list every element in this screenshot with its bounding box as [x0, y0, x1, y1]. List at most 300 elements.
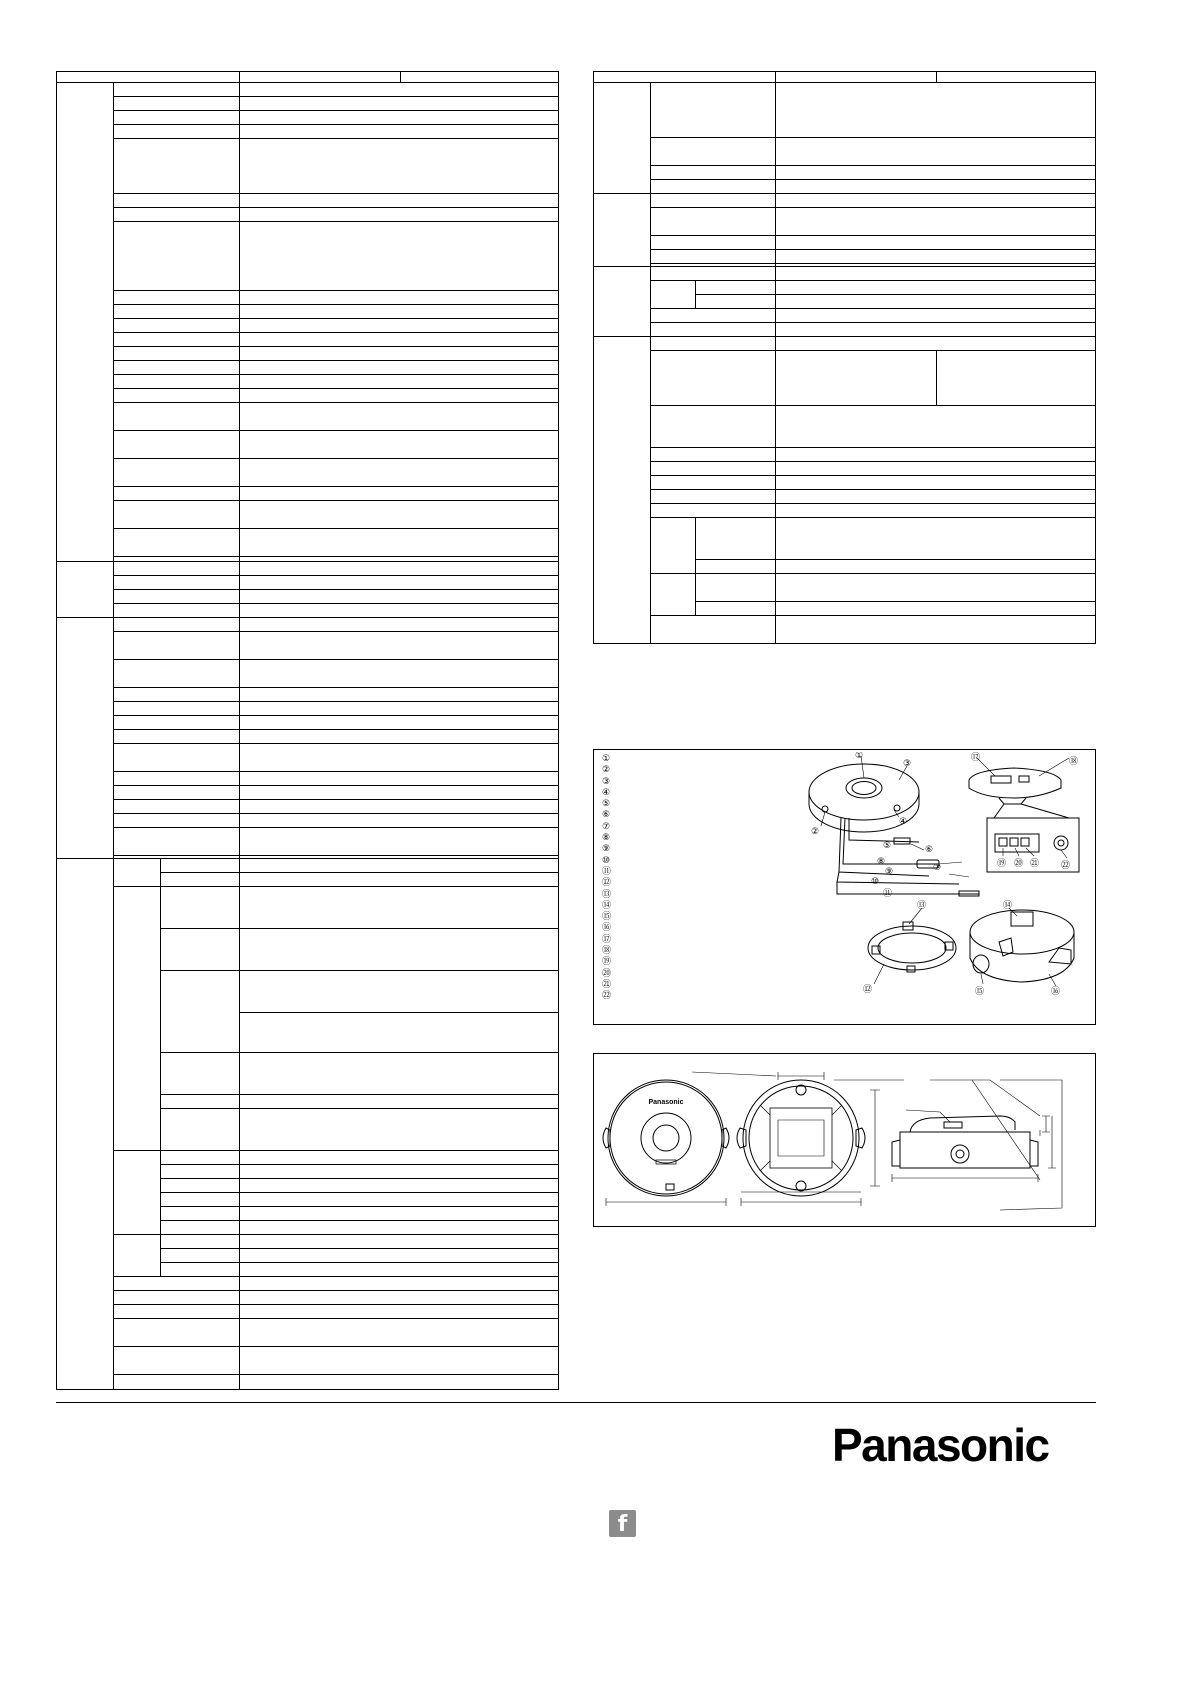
table-cell	[114, 1277, 240, 1291]
figure-callout: ⑲	[997, 859, 1007, 869]
figure-callout: ㉑	[1030, 859, 1040, 869]
table-cell	[161, 929, 240, 971]
callout-number: ⑮	[602, 912, 612, 923]
table-cell	[161, 1207, 240, 1221]
table-row	[57, 291, 559, 305]
table-cell	[776, 72, 937, 83]
table-cell	[240, 744, 559, 772]
table-row	[57, 1319, 559, 1347]
figure-callout: ㉒	[1061, 861, 1071, 871]
table-cell	[240, 194, 559, 208]
table-cell	[161, 971, 240, 1053]
callout-number: ⑱	[602, 946, 612, 957]
table-cell	[161, 1235, 240, 1249]
table-cell	[240, 859, 559, 873]
callout-number: ⑯	[602, 923, 612, 934]
table-cell	[594, 194, 651, 267]
table-cell	[240, 730, 559, 744]
table-cell	[240, 1207, 559, 1221]
table-cell	[240, 487, 559, 501]
table-cell	[696, 281, 776, 295]
table-row	[57, 431, 559, 459]
table-cell	[240, 1013, 559, 1053]
table-row	[594, 208, 1096, 236]
table-row	[594, 323, 1096, 337]
table-row	[57, 590, 559, 604]
right-spec-table	[593, 71, 1096, 644]
table-cell	[594, 83, 651, 194]
table-cell	[651, 208, 776, 236]
table-cell	[161, 1249, 240, 1263]
table-cell	[594, 267, 651, 337]
table-cell	[240, 501, 559, 529]
table-cell	[114, 111, 240, 125]
table-cell	[776, 406, 1096, 448]
figure-callout: ⑳	[1014, 859, 1024, 869]
table-cell	[240, 1305, 559, 1319]
callout-number: ⑩	[602, 855, 611, 866]
table-cell	[114, 800, 240, 814]
table-cell	[114, 859, 161, 887]
table-cell	[776, 602, 1096, 616]
table-row	[594, 194, 1096, 208]
callout-number: ③	[602, 776, 611, 787]
table-row	[57, 97, 559, 111]
figure-callout: ③	[903, 759, 912, 769]
table-cell	[240, 1235, 559, 1249]
table-cell	[651, 194, 776, 208]
table-cell	[240, 632, 559, 660]
table-cell	[114, 139, 240, 194]
callout-number: ⑭	[602, 900, 612, 911]
table-cell	[696, 295, 776, 309]
table-row	[57, 814, 559, 828]
table-cell	[240, 590, 559, 604]
table-row	[57, 618, 559, 632]
table-cell	[696, 602, 776, 616]
table-cell	[240, 576, 559, 590]
table-cell	[240, 929, 559, 971]
callout-number: ⑳	[602, 968, 612, 979]
camera-brand-label: Panasonic	[648, 1099, 684, 1106]
table-cell	[776, 616, 1096, 644]
callout-number: ㉑	[602, 979, 612, 990]
table-cell	[651, 83, 776, 138]
table-row	[57, 744, 559, 772]
table-cell	[651, 138, 776, 166]
table-row	[57, 529, 559, 557]
table-cell	[240, 618, 559, 632]
table-cell	[240, 1109, 559, 1151]
table-cell	[240, 1221, 559, 1235]
figure-callout: ⑱	[1069, 757, 1079, 767]
table-cell	[240, 403, 559, 431]
table-cell	[651, 250, 776, 264]
table-cell	[161, 1053, 240, 1095]
table-cell	[776, 448, 1096, 462]
table-row	[57, 361, 559, 375]
table-cell	[114, 702, 240, 716]
table-cell	[651, 267, 776, 281]
callout-number: ⑫	[602, 878, 612, 889]
callout-number: ⑥	[602, 810, 611, 821]
table-cell	[240, 1347, 559, 1375]
table-cell	[114, 501, 240, 529]
table-row	[57, 1305, 559, 1319]
table-cell	[651, 448, 776, 462]
table-cell	[651, 462, 776, 476]
table-row	[57, 859, 559, 873]
table-row	[594, 180, 1096, 194]
table-row	[594, 448, 1096, 462]
table-row	[57, 828, 559, 856]
table-row	[57, 487, 559, 501]
table-cell	[114, 772, 240, 786]
table-cell	[696, 518, 776, 560]
table-cell	[114, 562, 240, 576]
table-cell	[240, 459, 559, 487]
mounting-ring-drawing	[868, 922, 956, 972]
table-cell	[240, 1277, 559, 1291]
table-cell	[240, 1319, 559, 1347]
parts-illustration	[799, 752, 1091, 1020]
table-cell	[651, 574, 696, 616]
table-cell	[114, 375, 240, 389]
table-cell	[776, 83, 1096, 138]
table-cell	[776, 518, 1096, 560]
table-row	[57, 688, 559, 702]
table-row	[57, 83, 559, 97]
table-cell	[114, 828, 240, 856]
table-cell	[776, 295, 1096, 309]
table-row	[57, 72, 559, 83]
table-row	[57, 1375, 559, 1390]
table-cell	[240, 604, 559, 618]
table-cell	[240, 125, 559, 139]
table-row	[57, 459, 559, 487]
side-view-drawing	[892, 1116, 1038, 1168]
table-cell	[114, 590, 240, 604]
table-cell	[240, 291, 559, 305]
table-cell	[776, 323, 1096, 337]
figure-callout: ⑮	[975, 987, 985, 997]
table-cell	[696, 560, 776, 574]
table-row	[594, 490, 1096, 504]
table-cell	[240, 702, 559, 716]
table-cell	[161, 1151, 240, 1165]
table-cell	[240, 971, 559, 1013]
cable-bundle-drawing	[837, 818, 979, 896]
table-cell	[114, 305, 240, 319]
callout-number: ⑪	[602, 866, 612, 877]
table-row	[57, 1151, 559, 1165]
table-cell	[114, 814, 240, 828]
table-cell	[161, 1221, 240, 1235]
table-cell	[161, 1109, 240, 1151]
table-cell	[57, 859, 114, 1390]
table-row	[57, 403, 559, 431]
table-cell	[776, 337, 1096, 351]
table-row	[594, 351, 1096, 406]
table-row	[57, 347, 559, 361]
figure-callout: ⑪	[883, 889, 893, 899]
table-row	[57, 772, 559, 786]
table-cell	[57, 618, 114, 859]
table-cell	[776, 309, 1096, 323]
table-row	[594, 337, 1096, 351]
table-row	[594, 236, 1096, 250]
table-cell	[57, 72, 240, 83]
table-cell	[114, 1291, 240, 1305]
table-cell	[114, 208, 240, 222]
table-row	[57, 139, 559, 194]
table-row	[594, 166, 1096, 180]
table-cell	[651, 518, 696, 574]
table-row	[57, 222, 559, 291]
table-cell	[161, 1179, 240, 1193]
table-cell	[114, 347, 240, 361]
table-row	[594, 267, 1096, 281]
table-cell	[114, 487, 240, 501]
table-cell	[114, 389, 240, 403]
table-cell	[240, 828, 559, 856]
table-cell	[696, 574, 776, 602]
callout-number: ⑤	[602, 799, 611, 810]
table-cell	[240, 1375, 559, 1390]
table-cell	[240, 111, 559, 125]
table-cell	[114, 1375, 240, 1390]
table-cell	[240, 1179, 559, 1193]
footer-divider	[56, 1402, 1096, 1403]
table-cell	[114, 403, 240, 431]
figure-callout: ⑧	[877, 857, 886, 867]
table-cell	[240, 361, 559, 375]
table-cell	[240, 887, 559, 929]
table-cell	[161, 887, 240, 929]
table-row	[594, 250, 1096, 264]
figure-callout: ⑤	[883, 841, 892, 851]
table-cell	[57, 562, 114, 618]
parts-panel	[593, 749, 1096, 1025]
table-row	[57, 501, 559, 529]
table-cell	[114, 660, 240, 688]
table-cell	[114, 222, 240, 291]
table-cell	[161, 1263, 240, 1277]
table-cell	[240, 1263, 559, 1277]
table-row	[57, 319, 559, 333]
table-cell	[240, 562, 559, 576]
table-cell	[240, 208, 559, 222]
table-row	[594, 281, 1096, 295]
table-cell	[651, 166, 776, 180]
callout-number: ①	[602, 754, 611, 764]
table-cell	[651, 309, 776, 323]
table-cell	[114, 604, 240, 618]
figure-callout: ⑫	[863, 985, 873, 995]
side-connector-drawing	[969, 768, 1079, 872]
facebook-icon[interactable]: f	[609, 1510, 636, 1537]
table-cell	[114, 730, 240, 744]
table-cell	[240, 1095, 559, 1109]
table-cell	[651, 616, 776, 644]
table-cell	[240, 389, 559, 403]
table-cell	[776, 490, 1096, 504]
table-cell	[776, 281, 1096, 295]
figure-callout: ④	[899, 817, 908, 827]
table-row	[57, 730, 559, 744]
table-cell	[114, 576, 240, 590]
table-row	[57, 576, 559, 590]
callout-number: ⑲	[602, 957, 612, 968]
table-row	[594, 518, 1096, 560]
table-cell	[651, 504, 776, 518]
table-row	[57, 111, 559, 125]
table-cell	[776, 462, 1096, 476]
table-row	[57, 1235, 559, 1249]
table-row	[57, 562, 559, 576]
table-cell	[114, 1235, 161, 1277]
table-cell	[240, 814, 559, 828]
table-cell	[776, 250, 1096, 264]
table-cell	[651, 490, 776, 504]
callout-number: ⑬	[602, 889, 612, 900]
table-cell	[594, 72, 776, 83]
table-cell	[776, 560, 1096, 574]
table-cell	[114, 1305, 240, 1319]
table-row	[57, 1277, 559, 1291]
figure-callout: ⑬	[917, 901, 927, 911]
table-cell	[161, 859, 240, 873]
figure-callout: ⑨	[885, 867, 894, 877]
table-cell	[240, 1249, 559, 1263]
callout-number: ⑰	[602, 934, 612, 945]
figure-callout: ⑯	[1051, 987, 1061, 997]
table-cell	[240, 83, 559, 97]
table-cell	[114, 83, 240, 97]
table-cell	[240, 347, 559, 361]
table-cell	[114, 618, 240, 632]
table-cell	[240, 800, 559, 814]
table-cell	[114, 291, 240, 305]
table-cell	[240, 305, 559, 319]
table-cell	[776, 504, 1096, 518]
left-spec-table	[56, 71, 559, 1390]
table-cell	[776, 180, 1096, 194]
table-cell	[161, 1095, 240, 1109]
brand-logo: Panasonic	[832, 1419, 1049, 1471]
table-cell	[114, 319, 240, 333]
table-cell	[114, 529, 240, 557]
table-cell	[776, 351, 937, 406]
callout-number: ④	[602, 787, 611, 798]
table-cell	[776, 476, 1096, 490]
table-cell	[401, 72, 559, 83]
table-cell	[240, 688, 559, 702]
table-cell	[240, 772, 559, 786]
table-cell	[651, 337, 776, 351]
table-cell	[240, 319, 559, 333]
table-cell	[776, 166, 1096, 180]
dimensions-panel	[593, 1053, 1096, 1227]
table-cell	[114, 688, 240, 702]
table-row	[57, 887, 559, 929]
callout-number: ⑦	[602, 821, 611, 832]
table-row	[57, 1347, 559, 1375]
table-cell	[776, 574, 1096, 602]
table-cell	[114, 125, 240, 139]
junction-box-drawing	[970, 910, 1074, 982]
figure-callout: ⑥	[925, 845, 934, 855]
figure-callout: ⑦	[933, 863, 942, 873]
table-row	[57, 208, 559, 222]
table-cell	[114, 744, 240, 772]
table-cell	[651, 406, 776, 448]
figure-callout: ⑩	[871, 877, 880, 887]
table-row	[57, 660, 559, 688]
table-cell	[161, 1165, 240, 1179]
table-cell	[240, 139, 559, 194]
dimensions-drawing	[600, 1060, 1090, 1220]
table-cell	[240, 1193, 559, 1207]
table-row	[57, 125, 559, 139]
table-row	[57, 333, 559, 347]
table-row	[594, 504, 1096, 518]
table-cell	[651, 351, 776, 406]
table-cell	[114, 361, 240, 375]
table-cell	[57, 83, 114, 562]
table-cell	[651, 323, 776, 337]
table-cell	[651, 236, 776, 250]
table-cell	[651, 476, 776, 490]
table-row	[594, 476, 1096, 490]
table-cell	[114, 333, 240, 347]
table-cell	[114, 459, 240, 487]
table-row	[594, 138, 1096, 166]
table-row	[57, 702, 559, 716]
figure-callout: ⑭	[1003, 901, 1013, 911]
figure-callout: ②	[811, 827, 820, 837]
table-cell	[114, 1319, 240, 1347]
table-row	[594, 462, 1096, 476]
table-cell	[776, 138, 1096, 166]
table-cell	[240, 1291, 559, 1305]
table-cell	[240, 716, 559, 730]
table-row	[57, 604, 559, 618]
table-cell	[161, 1193, 240, 1207]
table-cell	[937, 72, 1096, 83]
table-row	[594, 406, 1096, 448]
table-row	[594, 72, 1096, 83]
table-cell	[240, 786, 559, 800]
table-row	[57, 632, 559, 660]
figure-callout: ⑰	[971, 753, 981, 763]
callout-number: ②	[602, 765, 611, 776]
table-row	[57, 786, 559, 800]
figure-callout: ①	[855, 752, 864, 761]
table-row	[57, 305, 559, 319]
table-cell	[114, 632, 240, 660]
table-row	[57, 375, 559, 389]
table-cell	[114, 1151, 161, 1235]
table-cell	[240, 1053, 559, 1095]
table-cell	[776, 267, 1096, 281]
table-cell	[114, 786, 240, 800]
callout-number: ⑨	[602, 844, 611, 855]
table-cell	[114, 97, 240, 111]
table-row	[57, 194, 559, 208]
table-cell	[240, 72, 401, 83]
callout-number: ⑧	[602, 833, 611, 844]
